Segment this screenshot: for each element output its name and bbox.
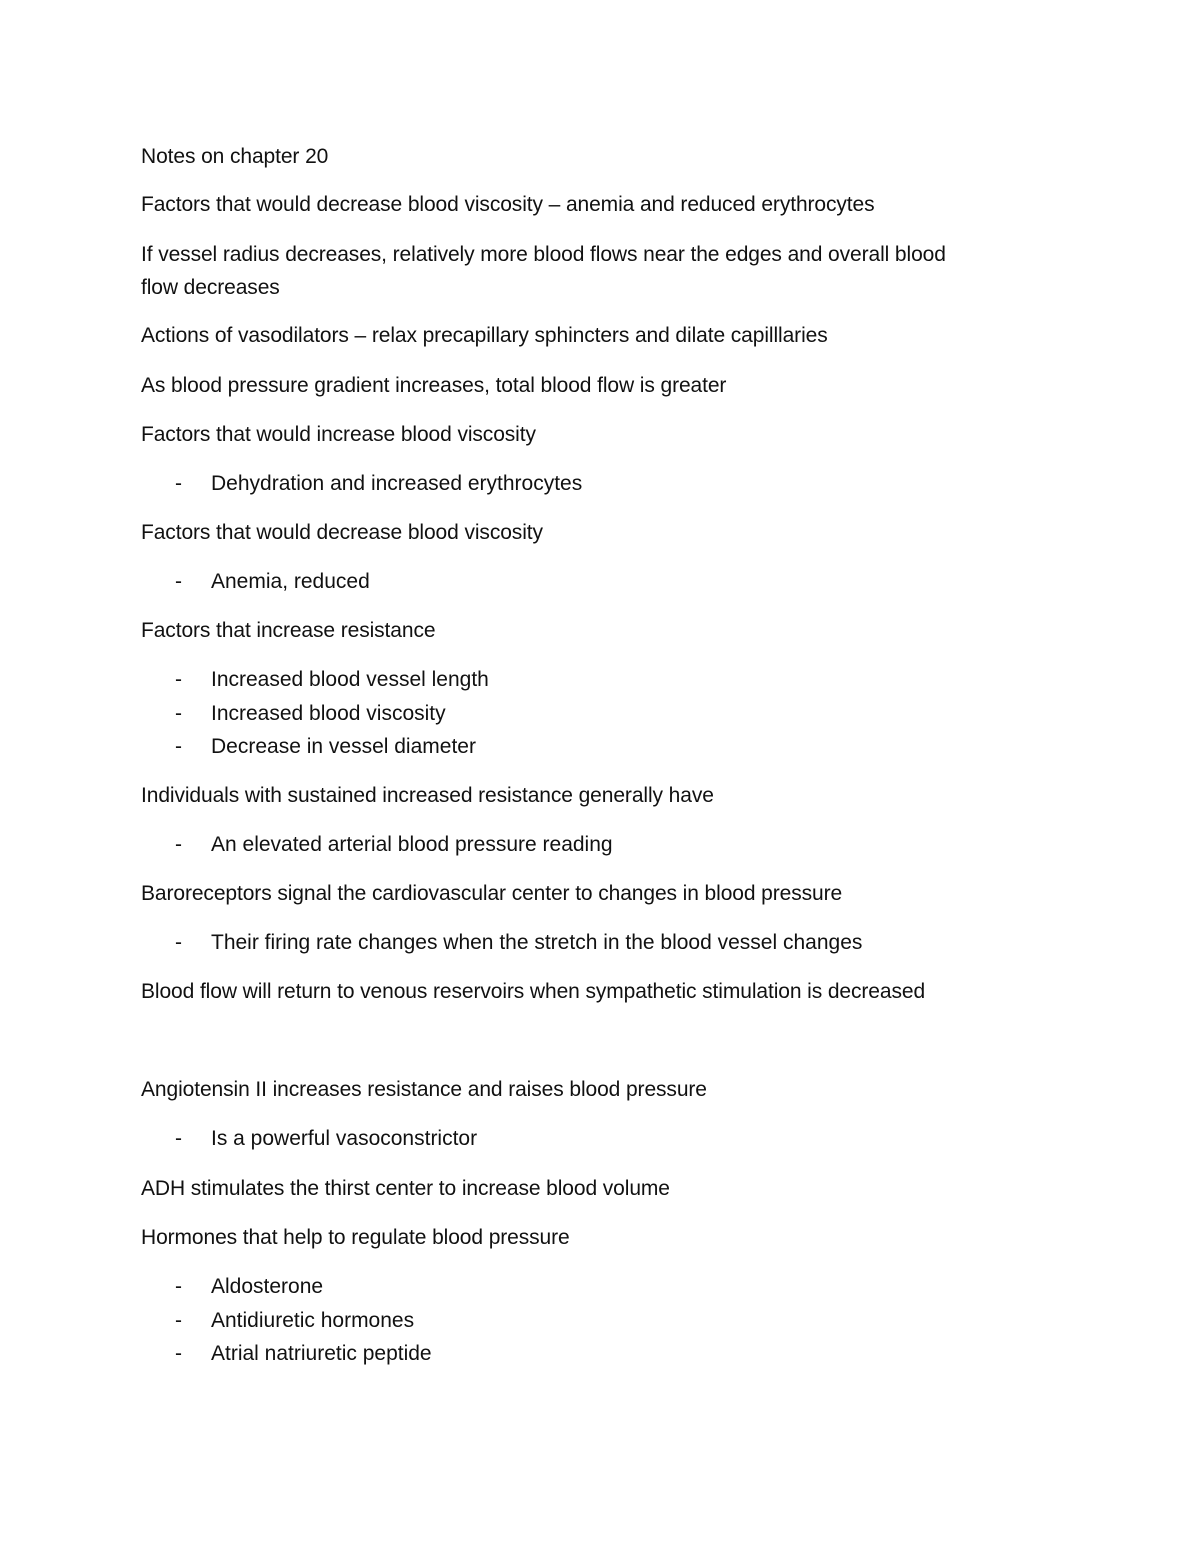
bullet-dash: - [175, 735, 182, 758]
bullet-text: Increased blood viscosity [211, 702, 446, 725]
bullet-dash: - [175, 833, 182, 856]
bullet-text: An elevated arterial blood pressure reading [211, 833, 613, 856]
bullet-item [175, 926, 862, 960]
bullet-dash: - [175, 1275, 182, 1298]
bullet-item [175, 1270, 323, 1304]
bullet-item [175, 1337, 432, 1371]
bullet-text: Aldosterone [211, 1275, 324, 1298]
bullet-text: Atrial natriuretic peptide [211, 1342, 432, 1365]
bullet-text: Decrease in vessel diameter [211, 735, 476, 758]
bullet-item [175, 697, 446, 731]
page-title: Notes on chapter 20 [141, 145, 329, 168]
bullet-dash: - [175, 668, 182, 691]
note-line: Factors that would decrease blood viscosity – anemia and reduced erythrocytes [141, 193, 875, 216]
note-line: Blood flow will return to venous reservoirs when sympathetic stimulation is decreased [141, 980, 926, 1003]
note-line: If vessel radius decreases, relatively more blood flows near the edges and overall blood [141, 243, 946, 266]
bullet-text: Anemia, reduced [211, 570, 370, 593]
bullet-text: Antidiuretic hormones [211, 1309, 415, 1332]
bullet-dash: - [175, 1127, 182, 1150]
note-line: flow decreases [141, 276, 280, 299]
bullet-dash: - [175, 702, 182, 725]
bullet-dash: - [175, 1342, 182, 1365]
bullet-text: Increased blood vessel length [211, 668, 489, 691]
bullet-dash: - [175, 570, 182, 593]
note-line: Hormones that help to regulate blood pressure [141, 1226, 570, 1249]
note-line: As blood pressure gradient increases, total blood flow is greater [141, 374, 727, 397]
bullet-text: Is a powerful vasoconstrictor [211, 1127, 478, 1150]
note-line: Individuals with sustained increased resistance generally have [141, 784, 714, 807]
bullet-text: Dehydration and increased erythrocytes [211, 472, 583, 495]
note-line: Baroreceptors signal the cardiovascular center to changes in blood pressure [141, 882, 843, 905]
bullet-dash: - [175, 1309, 182, 1332]
note-line: Actions of vasodilators – relax precapillary sphincters and dilate capilllaries [141, 324, 828, 347]
bullet-item [175, 730, 476, 764]
bullet-item [175, 1122, 477, 1156]
bullet-item [175, 565, 370, 599]
note-line: Angiotensin II increases resistance and raises blood pressure [141, 1078, 707, 1101]
bullet-item [175, 1304, 414, 1338]
note-line: Factors that increase resistance [141, 619, 436, 642]
bullet-item [175, 663, 489, 697]
note-line: Factors that would decrease blood viscosity [141, 521, 543, 544]
bullet-item [175, 467, 582, 501]
bullet-dash: - [175, 472, 182, 495]
bullet-text: Their firing rate changes when the stretch in the blood vessel changes [211, 931, 863, 954]
note-line: Factors that would increase blood viscosity [141, 423, 536, 446]
note-line: ADH stimulates the thirst center to increase blood volume [141, 1177, 670, 1200]
bullet-item [175, 828, 613, 862]
bullet-dash: - [175, 931, 182, 954]
